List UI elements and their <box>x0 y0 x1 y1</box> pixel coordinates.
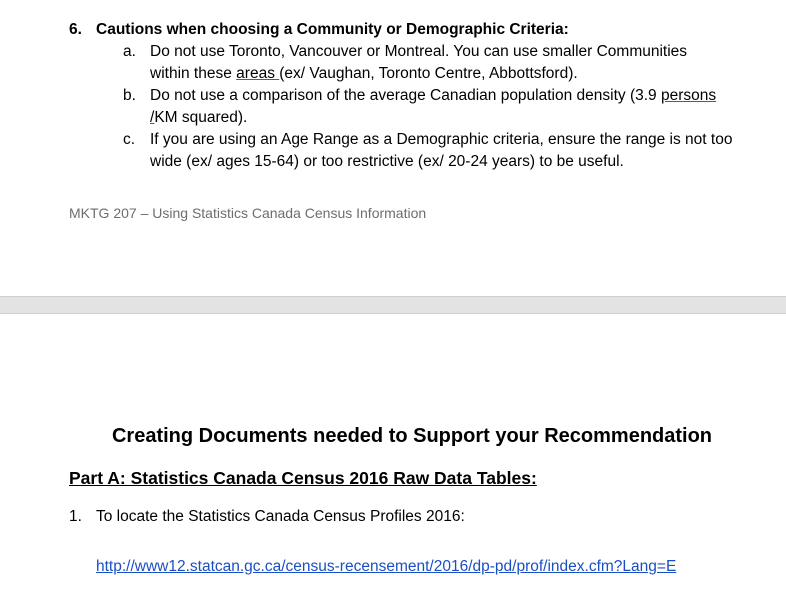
text-line: Do not use Toronto, Vancouver or Montreal. You can use smaller Communities <box>150 43 688 60</box>
text-line: If you are using an Age Range as a Demographic criteria, ensure the range is not too <box>150 131 733 148</box>
spellcheck-underlined-word: / <box>150 109 155 126</box>
document-page-1 <box>0 0 786 296</box>
text-line: KM squared). <box>154 109 248 126</box>
list-item-text <box>150 41 773 85</box>
list-item-a <box>123 41 773 85</box>
list-item-text <box>150 129 773 173</box>
text-line: (ex/ Vaughan, Toronto Centre, Abbottsford). <box>279 65 578 82</box>
list-letter: b. <box>123 87 136 104</box>
text-line: wide (ex/ ages 15-64) or too restrictive (ex/ 20-24 years) to be useful. <box>150 153 624 170</box>
page-title: Creating Documents needed to Support your Recommendation <box>111 425 713 447</box>
step-text: To locate the Statistics Canada Census Profiles 2016: <box>96 508 465 525</box>
list-item-text <box>150 85 773 129</box>
spellcheck-underlined-word: areas <box>236 65 280 82</box>
page-break-gap <box>0 296 786 314</box>
section-number: 6. <box>69 21 82 38</box>
step-number: 1. <box>69 508 82 525</box>
spellcheck-underlined-word: persons <box>660 87 717 104</box>
section-6-heading <box>69 21 569 39</box>
step-1 <box>69 508 465 526</box>
census-profile-link[interactable]: http://www12.statcan.gc.ca/census-recensement/2016/dp-pd/prof/index.cfm?Lang=E <box>96 558 677 575</box>
cropped-text-line <box>235 604 525 612</box>
section-title: Cautions when choosing a Community or Demographic Criteria: <box>96 21 569 38</box>
text-line: within these <box>150 65 237 82</box>
page-footer: MKTG 207 – Using Statistics Canada Census Information <box>69 205 427 221</box>
list-letter: a. <box>123 43 136 60</box>
list-item-b <box>123 85 773 129</box>
part-a-heading: Part A: Statistics Canada Census 2016 Raw Data Tables: <box>69 468 537 488</box>
text-line: Do not use a comparison of the average Canadian population density (3.9 <box>150 87 661 104</box>
list-letter: c. <box>123 131 136 148</box>
list-item-c <box>123 129 773 173</box>
document-page-2 <box>0 314 786 612</box>
